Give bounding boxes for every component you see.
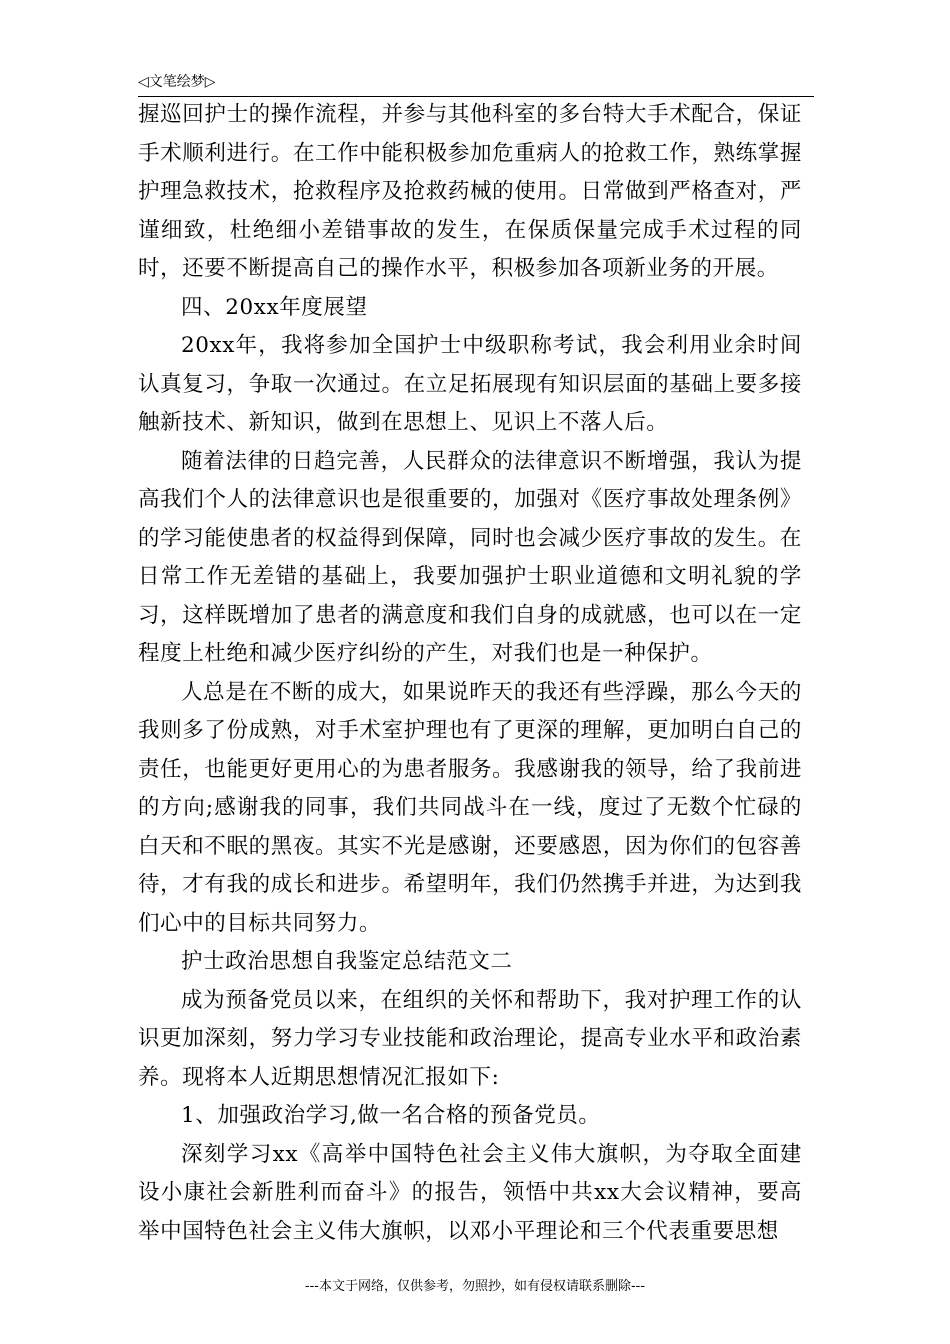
paragraph-gratitude: 人总是在不断的成大，如果说昨天的我还有些浮躁，那么今天的我则多了份成熟，对手术室护理也有了更深的理解，更加明白自己的责任，也能更好更用心的为患者服务。我感谢我的领导，给了我前进的方向;感谢我的同事，我们共同战斗在一线，度过了无数个忙碌的白天和不眠的黑夜。其实不光是感谢，还要感恩，因为你们的包容善待，才有我的成长和进步。希望明年，我们仍然携手并进，为达到我们心中的目标共同努力。 xyxy=(138,679,802,936)
paragraph-exam-plan: 20xx年，我将参加全国护士中级职称考试，我会利用业余时间认真复习，争取一次通过。在立足拓展现有知识层面的基础上要多接触新技术、新知识，做到在思想上、见识上不落人后。 xyxy=(138,333,802,435)
paragraph-continued: 握巡回护士的操作流程，并参与其他科室的多台特大手术配合，保证手术顺利进行。在工作中能积极参加危重病人的抢救工作，熟练掌握护理急救技术，抢救程序及抢救药械的使用。日常做到严格查对，严谨细致，杜绝细小差错事故的发生，在保质保量完成手术过程的同时，还要不断提高自己的操作水平，积极参加各项新业务的开展。 xyxy=(138,102,802,281)
section-heading-sample-two: 护士政治思想自我鉴定总结范文二 xyxy=(181,949,513,974)
paragraph-probationary-member: 成为预备党员以来，在组织的关怀和帮助下，我对护理工作的认识更加深刻，努力学习专业技能和政治理论，提高专业水平和政治素养。现将本人近期思想情况汇报如下: xyxy=(138,987,802,1090)
section-heading-outlook: 四、20xx年度展望 xyxy=(181,294,368,320)
page-header xyxy=(138,72,814,97)
paragraph-legal-awareness: 随着法律的日趋完善，人民群众的法律意识不断增强，我认为提高我们个人的法律意识也是很重要的，加强对《医疗事故处理条例》的学习能使患者的权益得到保障，同时也会减少医疗事故的发生。在日常工作无差错的基础上，我要加强护士职业道德和文明礼貌的学习，这样既增加了患者的满意度和我们自身的成就感，也可以在一定程度上杜绝和减少医疗纠纷的产生，对我们也是一种保护。 xyxy=(138,448,802,666)
paragraph-report-study: 深刻学习xx《高举中国特色社会主义伟大旗帜，为夺取全面建设小康社会新胜利而奋斗》的报告，领悟中共xx大会议精神，要高举中国特色社会主义伟大旗帜，以邓小平理论和三个代表重要思想 xyxy=(138,1141,802,1244)
list-item-political-study: 1、加强政治学习,做一名合格的预备党员。 xyxy=(181,1103,601,1128)
header-text: ◁文笔绘梦▷ xyxy=(138,74,216,90)
page-footer: ---本文于网络，仅供参考，勿照抄，如有侵权请联系删除--- xyxy=(304,1279,646,1294)
document-body xyxy=(138,96,802,1251)
